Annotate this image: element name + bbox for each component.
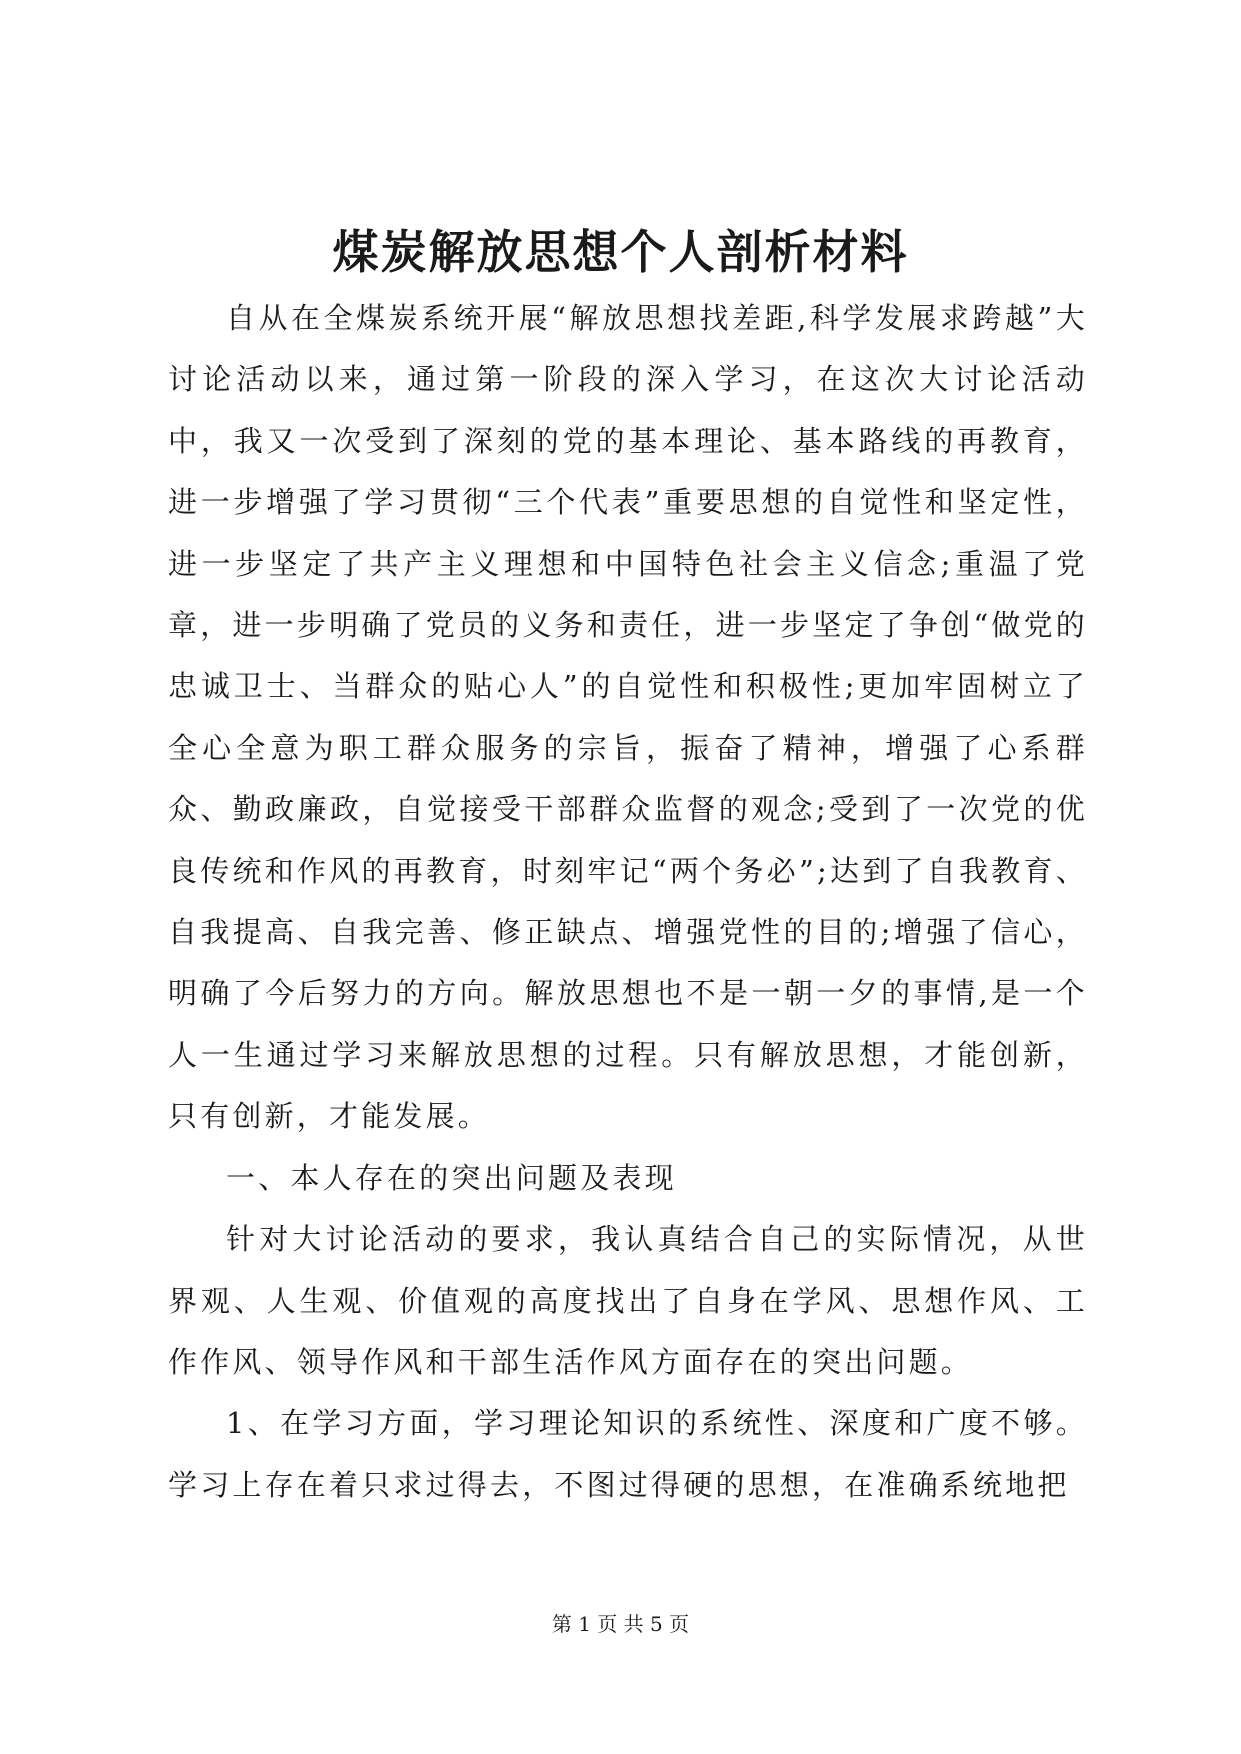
paragraph-problems-overview: 针对大讨论活动的要求，我认真结合自己的实际情况，从世界观、人生观、价值观的高度找出了自身在学风、思想作风、工作作风、领导作风和干部生活作风方面存在的突出问题。 [168,1222,1088,1379]
document-body [168,288,1088,1516]
document-title: 煤炭解放思想个人剖析材料 [332,225,909,279]
page-number-footer: 第 1 页 共 5 页 [551,1612,690,1636]
paragraph-study-issue: 1、在学习方面，学习理论知识的系统性、深度和广度不够。学习上存在着只求过得去，不图过得硬的思想，在准确系统地把 [168,1406,1088,1502]
paragraph-intro: 自从在全煤炭系统开展“解放思想找差距,科学发展求跨越”大讨论活动以来，通过第一阶段的深入学习，在这次大讨论活动中，我又一次受到了深刻的党的基本理论、基本路线的再教育，进一步增强了学习贯彻“三个代表”重要思想的自觉性和坚定性，进一步坚定了共产主义理想和中国特色社会主义信念;重温了党章，进一步明确了党员的义务和责任，进一步坚定了争创“做党的忠诚卫士、当群众的贴心人”的自觉性和积极性;更加牢固树立了全心全意为职工群众服务的宗旨，振奋了精神，增强了心系群众、勤政廉政，自觉接受干部群众监督的观念;受到了一次党的优良传统和作风的再教育，时刻牢记“两个务必”;达到了自我教育、自我提高、自我完善、修正缺点、增强党性的目的;增强了信心，明确了今后努力的方向。解放思想也不是一朝一夕的事情,是一个人一生通过学习来解放思想的过程。只有解放思想，才能创新，只有创新，才能发展。 [168,301,1088,1134]
section-heading-problems: 一、本人存在的突出问题及表现 [226,1160,677,1195]
